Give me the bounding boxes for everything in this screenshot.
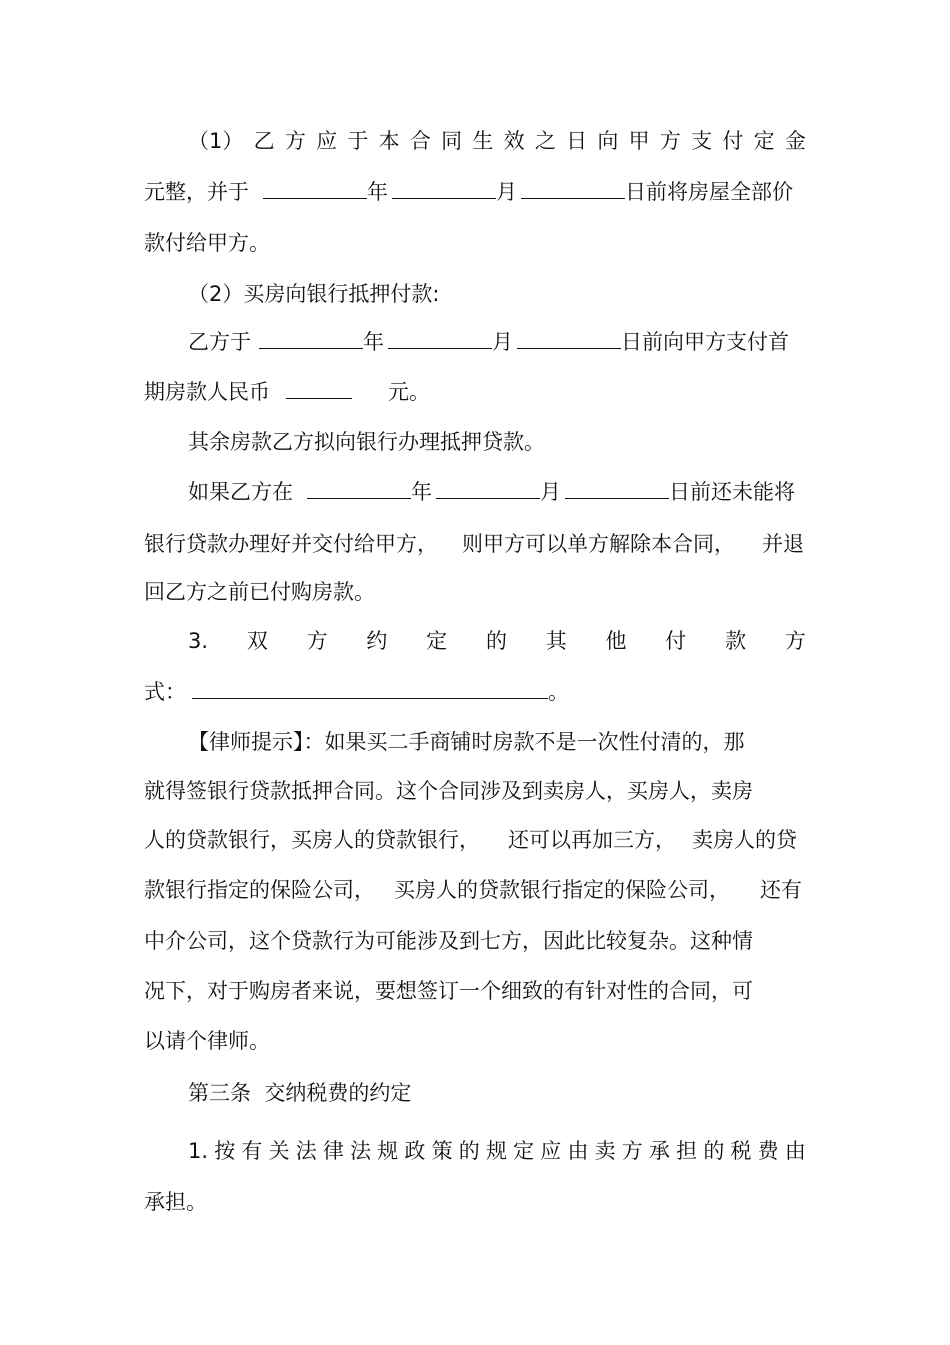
text-span: 。 [548, 680, 569, 704]
text-span: 则甲方可以单方解除本合同， [462, 532, 735, 556]
text-span: 税 [730, 1139, 752, 1163]
text-span: 政 [404, 1139, 426, 1163]
text-span: 合 [409, 129, 431, 153]
p5-line1 [188, 478, 795, 506]
text-span: 之 [534, 129, 556, 153]
text-span: 人的贷款银行，买房人的贷款银行， [144, 828, 480, 852]
p6-line1 [188, 627, 806, 655]
text-span: 于 [347, 129, 369, 153]
text-span: 效 [503, 129, 525, 153]
text-span: 费 [757, 1139, 779, 1163]
text-span: 方 [284, 129, 306, 153]
p7-line2: 就得签银行贷款抵押合同。这个合同涉及到卖房人，买房人，卖房 [144, 779, 753, 803]
text-span: 卖 [594, 1139, 616, 1163]
p9-line2: 承担。 [144, 1190, 207, 1214]
p1-line1 [188, 127, 806, 155]
text-span: 约 [366, 629, 388, 653]
fill-blank-year[interactable] [263, 178, 367, 199]
text-span: 法 [295, 1139, 317, 1163]
text-span: 本 [378, 129, 400, 153]
text-span: 年 [411, 480, 432, 504]
text-span: 方 [306, 629, 328, 653]
text-span: 月 [496, 180, 517, 204]
text-span: 应 [540, 1139, 562, 1163]
text-span: 金 [784, 129, 806, 153]
text-span: 定 [753, 129, 775, 153]
p3-line1 [188, 328, 789, 356]
text-span: 向 [597, 129, 619, 153]
p7-line6: 况下，对于购房者来说，要想签订一个细致的有针对性的合同，可 [144, 979, 753, 1003]
fill-blank-year[interactable] [259, 328, 363, 349]
p7-line1: 【律师提示】：如果买二手商铺时房款不是一次性付清的，那 [188, 730, 745, 754]
text-span: 元。 [388, 380, 430, 404]
text-span: 定 [513, 1139, 535, 1163]
text-span: 的 [458, 1139, 480, 1163]
p1-line3: 款付给甲方。 [144, 231, 270, 255]
p3-line2 [144, 378, 430, 406]
text-span: 乙 [253, 129, 275, 153]
text-span: 应 [316, 129, 338, 153]
article-3-heading: 第三条 交纳税费的约定 [188, 1081, 412, 1105]
text-span: 日前向甲方支付首 [621, 330, 789, 354]
fill-blank-other-method[interactable] [192, 678, 548, 699]
p7-line5: 中介公司，这个贷款行为可能涉及到七方，因此比较复杂。这种情 [144, 929, 753, 953]
text-span: 律 [322, 1139, 344, 1163]
text-span: 并退 [762, 532, 804, 556]
text-span: 担 [676, 1139, 698, 1163]
text-span: 甲 [628, 129, 650, 153]
text-span: 生 [472, 129, 494, 153]
fill-blank-amount[interactable] [286, 378, 352, 399]
text-span: 方 [784, 629, 806, 653]
text-span: 付 [665, 629, 687, 653]
text-span: 定 [426, 629, 448, 653]
text-span: 关 [268, 1139, 290, 1163]
text-span: 其 [545, 629, 567, 653]
text-span: 1. [188, 1139, 209, 1163]
text-span: 还可以再加三方， [508, 828, 676, 852]
text-span: 双 [246, 629, 268, 653]
text-span: 月 [540, 480, 561, 504]
text-span: 策 [431, 1139, 453, 1163]
text-span: 法 [350, 1139, 372, 1163]
text-span: 的 [485, 629, 507, 653]
fill-blank-month[interactable] [436, 478, 540, 499]
text-span: 支 [691, 129, 713, 153]
text-span: 卖房人的贷 [692, 828, 797, 852]
text-span: （1） [188, 129, 244, 153]
text-span: 的 [703, 1139, 725, 1163]
text-span: 3. [188, 629, 209, 653]
text-span: 款 [725, 629, 747, 653]
text-span: 日前还未能将 [669, 480, 795, 504]
text-span: 买房人的贷款银行指定的保险公司， [394, 878, 730, 902]
text-span: 年 [367, 180, 388, 204]
text-span: 乙方于 [188, 330, 251, 354]
text-span: 银行贷款办理好并交付给甲方， [144, 532, 438, 556]
fill-blank-day[interactable] [517, 328, 621, 349]
fill-blank-month[interactable] [388, 328, 492, 349]
text-span: 年 [363, 330, 384, 354]
p5-line3: 回乙方之前已付购房款。 [144, 580, 375, 604]
text-span: 方 [659, 129, 681, 153]
text-span: 日前将房屋全部价 [625, 180, 793, 204]
text-span: 方 [621, 1139, 643, 1163]
text-span: 款银行指定的保险公司， [144, 878, 375, 902]
text-span: 规 [377, 1139, 399, 1163]
text-span: 同 [441, 129, 463, 153]
text-span: 如果乙方在 [188, 480, 293, 504]
text-span: 承 [648, 1139, 670, 1163]
p2-line1: （2）买房向银行抵押付款: [188, 282, 440, 306]
text-span: 期房款人民币 [144, 380, 270, 404]
text-span: 由 [784, 1139, 806, 1163]
text-span: 按 [214, 1139, 236, 1163]
text-span: 有 [241, 1139, 263, 1163]
text-span: 式： [144, 680, 186, 704]
text-span: 元整，并于 [144, 180, 249, 204]
p9-line1 [188, 1137, 806, 1165]
text-span: 还有 [760, 878, 802, 902]
p7-line7: 以请个律师。 [144, 1029, 270, 1053]
fill-blank-month[interactable] [392, 178, 496, 199]
text-span: 月 [492, 330, 513, 354]
text-span: 规 [485, 1139, 507, 1163]
fill-blank-year[interactable] [307, 478, 411, 499]
p1-line2 [144, 178, 793, 206]
text-span: 付 [722, 129, 744, 153]
fill-blank-day[interactable] [565, 478, 669, 499]
fill-blank-day[interactable] [521, 178, 625, 199]
text-span: 日 [566, 129, 588, 153]
p6-line2 [144, 678, 569, 706]
text-span: 由 [567, 1139, 589, 1163]
p4-line1: 其余房款乙方拟向银行办理抵押贷款。 [188, 430, 545, 454]
text-span: 他 [605, 629, 627, 653]
